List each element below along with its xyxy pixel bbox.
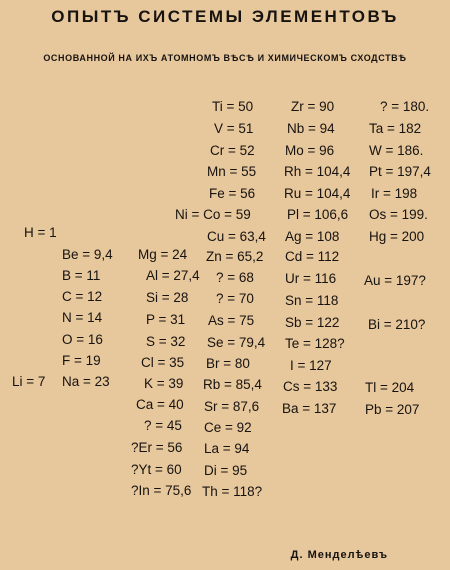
element-cell: Cr = 52: [210, 143, 255, 158]
element-cell: Hg = 200: [369, 229, 425, 244]
element-cell: ? = 68: [216, 270, 254, 285]
element-cell: Rb = 85,4: [203, 377, 262, 392]
element-cell: Ta = 182: [369, 121, 422, 136]
element-cell: Li = 7: [12, 374, 46, 389]
element-cell: Ir = 198: [371, 186, 418, 201]
element-cell: La = 94: [204, 441, 250, 456]
element-cell: Na = 23: [62, 374, 110, 389]
element-cell: Cs = 133: [283, 379, 338, 394]
element-cell: C = 12: [62, 289, 103, 304]
element-cell: Sr = 87,6: [204, 399, 260, 414]
element-cell: Br = 80: [206, 356, 250, 371]
element-cell: ? = 70: [216, 291, 254, 306]
element-cell: As = 75: [208, 313, 255, 328]
element-cell: Di = 95: [204, 463, 248, 478]
page-title: ОПЫТЪ СИСТЕМЫ ЭЛЕМЕНТОВЪ: [51, 7, 399, 26]
element-cell: O = 16: [62, 332, 103, 347]
element-cell: Zn = 65,2: [206, 249, 264, 264]
element-cell: Ti = 50: [212, 99, 254, 114]
element-cell: Mg = 24: [138, 247, 188, 262]
element-cell: Ru = 104,4: [284, 186, 351, 201]
element-cell: Mo = 96: [285, 143, 335, 158]
element-cell: P = 31: [146, 312, 186, 327]
element-cell: Cu = 63,4: [207, 229, 266, 244]
element-cell: Be = 9,4: [62, 247, 113, 262]
element-cell: Au = 197?: [364, 273, 426, 288]
element-cell: Al = 27,4: [146, 268, 200, 283]
element-cell: I = 127: [290, 358, 332, 373]
element-cell: Ce = 92: [204, 420, 252, 435]
element-cell: Ur = 116: [285, 271, 337, 286]
element-cell: ?In = 75,6: [131, 483, 192, 498]
element-cell: H = 1: [24, 225, 57, 240]
element-cell: ? = 180.: [380, 99, 430, 114]
element-cell: Pb = 207: [365, 402, 420, 417]
element-cell: Th = 118?: [202, 484, 263, 499]
element-cell: Zr = 90: [291, 99, 335, 114]
element-cell: Fe = 56: [209, 186, 256, 201]
element-cell: Sb = 122: [285, 315, 340, 330]
element-cell: Te = 128?: [285, 336, 345, 351]
element-cell: B = 11: [62, 268, 101, 283]
element-cell: Nb = 94: [287, 121, 335, 136]
element-cell: Se = 79,4: [207, 335, 266, 350]
element-cell: Bi = 210?: [368, 317, 426, 332]
page-subtitle: ОСНОВАННОЙ НА ИХЪ АТОМНОМЪ ВѢСѢ И ХИМИЧЕСКОМЪ СХОДСТВѢ: [43, 53, 407, 63]
element-cell: Ca = 40: [136, 397, 184, 412]
element-cell: ?Er = 56: [131, 440, 183, 455]
element-cell: V = 51: [214, 121, 254, 136]
element-cell: Ag = 108: [285, 229, 340, 244]
element-cell: Pl = 106,6: [287, 207, 349, 222]
element-cell: ? = 45: [144, 418, 182, 433]
signature: Д. Менделѣевъ: [290, 549, 388, 561]
element-cell: W = 186.: [369, 143, 424, 158]
element-cell: Pt = 197,4: [369, 164, 431, 179]
element-cell: Os = 199.: [369, 207, 428, 222]
element-cell: Si = 28: [146, 290, 189, 305]
element-cell: Mn = 55: [207, 164, 257, 179]
element-cell: ?Yt = 60: [131, 462, 182, 477]
element-cell: Sn = 118: [285, 293, 339, 308]
element-cell: Cd = 112: [285, 249, 340, 264]
element-cell: Rh = 104,4: [284, 164, 351, 179]
element-cell: Cl = 35: [141, 355, 185, 370]
element-cell: K = 39: [144, 376, 184, 391]
element-cell: Tl = 204: [365, 380, 415, 395]
element-cell: Ni = Co = 59: [175, 207, 251, 222]
element-cell: F = 19: [62, 353, 101, 368]
element-cell: Ba = 137: [282, 401, 337, 416]
element-cell: N = 14: [62, 310, 103, 325]
element-cell: S = 32: [146, 334, 186, 349]
